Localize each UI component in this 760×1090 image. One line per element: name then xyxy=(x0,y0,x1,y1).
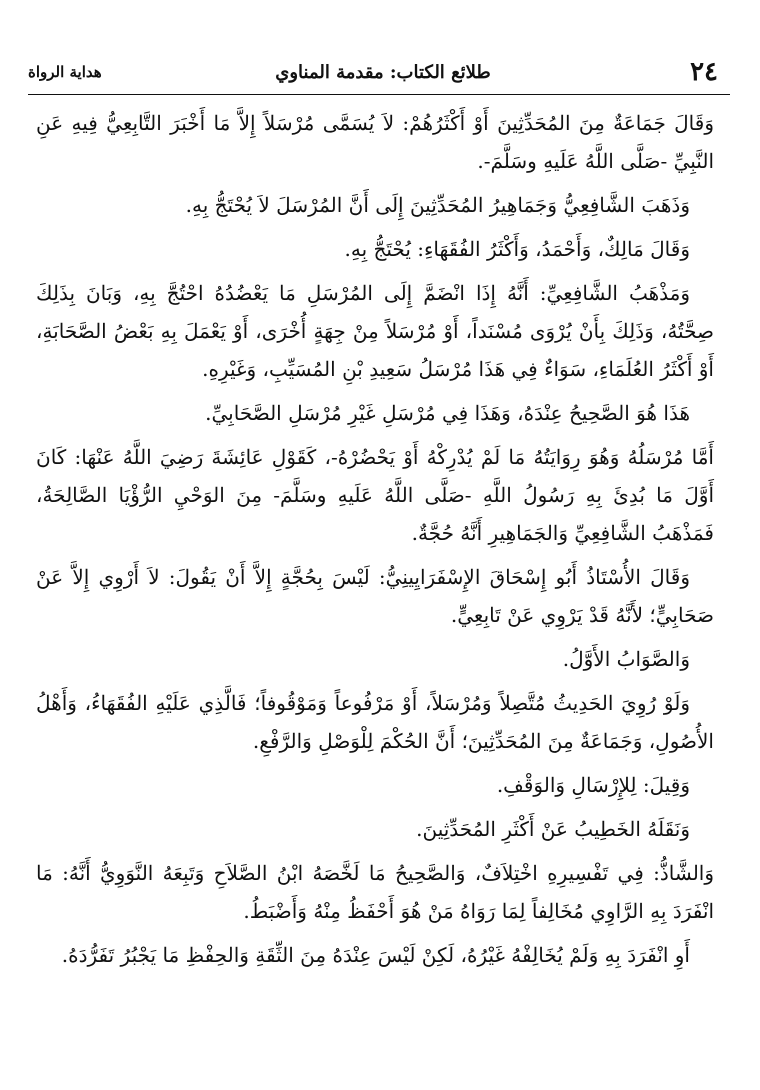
paragraph: وَقَالَ الأُسْتَاذُ أَبُو إِسْحَاقَ الإِسْفَرَايِينِيُّ: لَيْسَ بِحُجَّةٍ إِلاَّ أَنْ يَقُولَ: لاَ أَرْوِي إِلاَّ عَنْ صَحَابِيٍّ؛ لأَنَّهُ قَدْ يَرْوِي عَنْ تَابِعِيٍّ. xyxy=(36,565,714,627)
paragraph: وَمَذْهَبُ الشَّافِعِيِّ: أَنَّهُ إِذَا انْضَمَّ إِلَى المُرْسَلِ مَا يَعْضُدُهُ احْتُجَّ بِهِ، وَبَانَ بِذَلِكَ صِحَّتُهُ، وَذَلِكَ بِأَنْ يُرْوَى مُسْنَداً، أَوْ مُرْسَلاً مِنْ جِهَةٍ أُخْرَى، أَوْ يَعْمَلَ بِهِ بَعْضُ الصَّحَابَةِ، أَوْ أَكْثَرُ العُلَمَاءِ، سَوَاءٌ فِي هَذَا مُرْسَلُ سَعِيدِ بْنِ المُسَيِّبِ، وَغَيْرِهِ. xyxy=(36,281,714,381)
paragraph: هَذَا هُوَ الصَّحِيحُ عِنْدَهُ، وَهَذَا فِي مُرْسَلِ غَيْرِ مُرْسَلِ الصَّحَابِيِّ. xyxy=(205,401,690,425)
paragraph: وَنَقَلَهُ الخَطِيبُ عَنْ أَكْثَرِ المُحَدِّثِينَ. xyxy=(416,817,690,841)
paragraph: وَذَهَبَ الشَّافِعِيُّ وَجَمَاهِيرُ المُحَدِّثِينَ إِلَى أَنَّ المُرْسَلَ لاَ يُحْتَجُّ بِهِ. xyxy=(185,193,690,217)
paragraph: وَقَالَ جَمَاعَةٌ مِنَ المُحَدِّثِينَ أَوْ أَكْثَرُهُمْ: لاَ يُسَمَّى مُرْسَلاً إِلاَّ مَا أَخْبَرَ التَّابِعِيُّ فِيهِ عَنِ النَّبِيِّ -صَلَّى اللَّهُ عَلَيهِ وسَلَّمَ-. xyxy=(36,111,714,173)
page-number: ٢٤ xyxy=(690,57,718,87)
book-title: طلائع الكتاب: مقدمة المناوي xyxy=(275,61,491,83)
header-divider xyxy=(28,94,730,95)
page-header xyxy=(28,52,730,92)
paragraph: وَقِيلَ: لِلإِرْسَالِ وَالوَقْفِ. xyxy=(496,773,690,797)
paragraph: أَوِ انْفَرَدَ بِهِ وَلَمْ يُخَالِفْهُ غَيْرُهُ، لَكِنْ لَيْسَ عِنْدَهُ مِنَ الثِّقَةِ وَالحِفْظِ مَا يَجْبُرُ تَفَرُّدَهُ. xyxy=(61,943,690,967)
paragraph: وَالشَّاذُّ: فِي تَفْسِيرِهِ اخْتِلاَفٌ، وَالصَّحِيحُ مَا لَخَّصَهُ ابْنُ الصَّلاَحِ وَتَبِعَهُ النَّوَوِيُّ أَنَّهُ: مَا انْفَرَدَ بِهِ الرَّاوِي مُخَالِفاً لِمَا رَوَاهُ مَنْ هُوَ أَحْفَظُ مِنْهُ وَأَضْبَطُ. xyxy=(36,861,714,923)
paragraph: وَالصَّوَابُ الأَوَّلُ. xyxy=(562,647,690,671)
page-body xyxy=(36,104,714,980)
section-title: هداية الرواة xyxy=(28,63,102,81)
paragraph: وَقَالَ مَالِكٌ، وَأَحْمَدُ، وَأَكْثَرُ الفُقَهَاءِ: يُحْتَجُّ بِهِ. xyxy=(344,237,690,261)
paragraph: وَلَوْ رُوِيَ الحَدِيثُ مُتَّصِلاً وَمُرْسَلاً، أَوْ مَرْفُوعاً وَمَوْقُوفاً؛ فَالَّذِي عَلَيْهِ الفُقَهَاءُ، وَأَهْلُ الأُصُولِ، وَجَمَاعَةٌ مِنَ المُحَدِّثِينَ؛ أَنَّ الحُكْمَ لِلْوَصْلِ وَالرَّفْعِ. xyxy=(36,691,714,753)
paragraph: أَمَّا مُرْسَلُهُ وَهُوَ رِوَايَتُهُ مَا لَمْ يُدْرِكْهُ أَوْ يَحْضُرْهُ-، كَقَوْلِ عَائِشَةَ رَضِيَ اللَّهُ عَنْهَا: كَانَ أَوَّلَ مَا بُدِئَ بِهِ رَسُولُ اللَّهِ -صَلَّى اللَّهُ عَلَيهِ وسَلَّمَ- مِنَ الوَحْيِ الرُّؤْيَا الصَّالِحَةُ، فَمَذْهَبُ الشَّافِعِيِّ وَالجَمَاهِيرِ أَنَّهُ حُجَّةٌ. xyxy=(36,445,714,545)
